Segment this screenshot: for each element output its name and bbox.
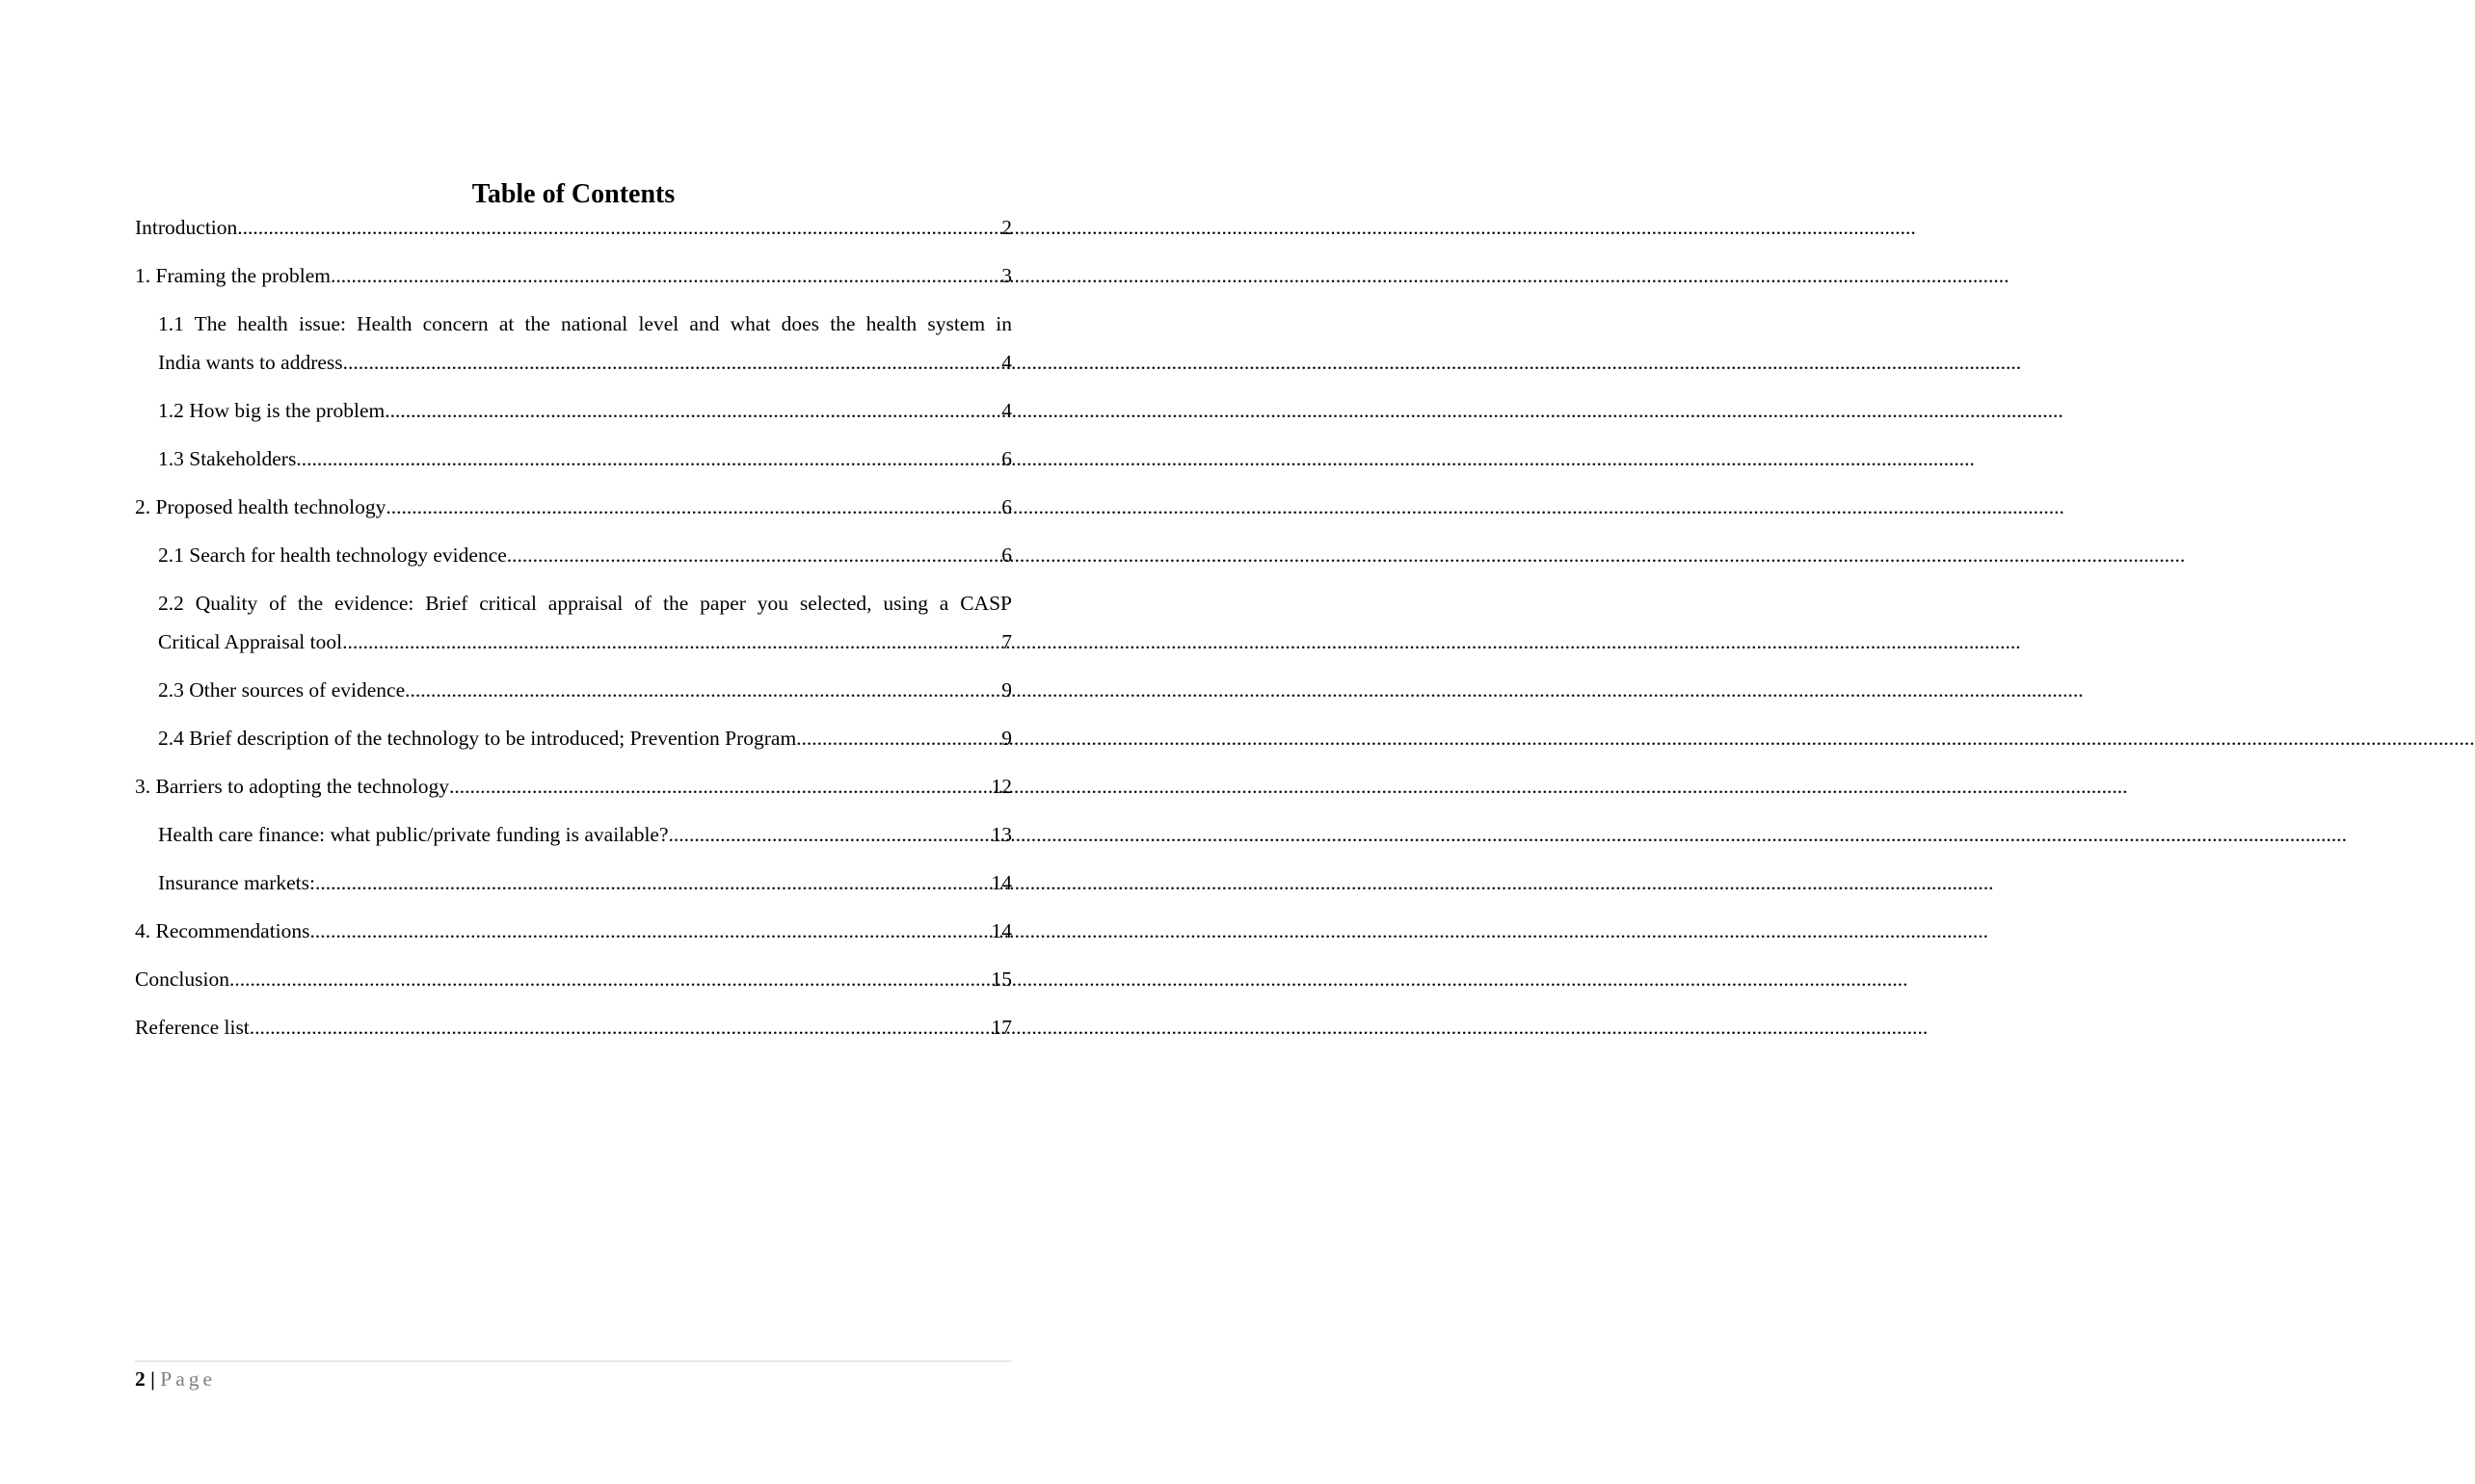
toc-entry-label: Reference list [135, 1016, 250, 1039]
toc-entry[interactable] [135, 256, 1012, 295]
toc-entry-label: 1. Framing the problem [135, 264, 332, 287]
toc-leader-dots [296, 439, 1001, 478]
toc-entry-page: 9 [1001, 727, 1012, 750]
toc-entry-page: 15 [991, 967, 1012, 991]
footer-page-number: 2 [135, 1367, 146, 1391]
toc-entry[interactable] [135, 767, 1012, 806]
toc-leader-dots [343, 343, 1002, 382]
toc-entry-label: Health care finance: what public/private funding is available? [158, 823, 669, 846]
toc-entry-page: 14 [991, 871, 1012, 894]
toc-entry-label: 4. Recommendations [135, 919, 310, 942]
toc-entry-label: 2. Proposed health technology [135, 495, 386, 518]
toc-entry[interactable] [158, 439, 1012, 478]
toc-entry-page: 6 [1001, 495, 1012, 518]
toc-entry-label: Critical Appraisal tool [158, 630, 343, 653]
toc-leader-dots [449, 767, 991, 806]
footer-divider [135, 1361, 1012, 1362]
toc-entry-page: 4 [1001, 351, 1012, 374]
toc-leader-dots [796, 719, 1001, 757]
toc-leader-dots [507, 536, 1001, 574]
toc-entry[interactable] [158, 863, 1012, 902]
toc-entry-label: 1.3 Stakeholders [158, 447, 297, 470]
toc-entry-label: 2.3 Other sources of evidence [158, 678, 406, 702]
toc-leader-dots [669, 815, 992, 854]
toc-entry-page: 4 [1001, 399, 1012, 422]
toc-entry[interactable] [158, 536, 1012, 574]
toc-entry-page: 6 [1001, 447, 1012, 470]
toc-entry[interactable] [135, 1008, 1012, 1047]
toc-entry[interactable] [158, 305, 1012, 382]
toc-leader-dots [405, 671, 1001, 709]
toc-entry-label: India wants to address [158, 351, 343, 374]
toc-leader-dots [315, 863, 992, 902]
toc-entry-page: 7 [1001, 630, 1012, 653]
toc-list [135, 208, 1012, 1056]
toc-entry-label-line1: 2.2 Quality of the evidence: Brief critical appraisal of the paper you selected, using a CASP [158, 592, 1012, 615]
toc-entry[interactable] [158, 815, 1012, 854]
toc-entry[interactable] [158, 719, 1012, 757]
footer-separator: | [150, 1367, 155, 1391]
toc-entry-label-line1: 1.1 The health issue: Health concern at the national level and what does the health system in [158, 312, 1012, 335]
toc-entry-page: 2 [1001, 216, 1012, 239]
toc-entry[interactable] [135, 208, 1012, 247]
toc-entry-label: 3. Barriers to adopting the technology [135, 775, 450, 798]
toc-entry-label: 1.2 How big is the problem [158, 399, 386, 422]
toc-entry-label: Conclusion [135, 967, 229, 991]
toc-entry-page: 13 [991, 823, 1012, 846]
toc-entry-page: 6 [1001, 543, 1012, 567]
toc-leader-dots [342, 623, 1001, 661]
toc-leader-dots [237, 208, 1001, 247]
document-page [0, 0, 1147, 1484]
toc-leader-dots [385, 391, 1001, 430]
toc-entry[interactable] [135, 960, 1012, 998]
toc-entry-page: 14 [991, 919, 1012, 942]
toc-entry-page: 12 [991, 775, 1012, 798]
toc-leader-dots [386, 488, 1001, 526]
toc-entry-page: 3 [1001, 264, 1012, 287]
toc-leader-dots [250, 1008, 992, 1047]
page-footer [135, 1365, 216, 1393]
toc-entry-label: Insurance markets: [158, 871, 315, 894]
toc-entry-label: 2.4 Brief description of the technology to be introduced; Prevention Program [158, 727, 797, 750]
toc-entry-page: 17 [991, 1016, 1012, 1039]
toc-entry[interactable] [158, 391, 1012, 430]
toc-entry[interactable] [158, 671, 1012, 709]
toc-leader-dots [331, 256, 1001, 295]
toc-title: Table of Contents [471, 179, 676, 209]
toc-entry-label: Introduction [135, 216, 238, 239]
toc-leader-dots [229, 960, 992, 998]
toc-leader-dots [310, 912, 992, 950]
toc-entry[interactable] [158, 584, 1012, 661]
toc-entry[interactable] [135, 912, 1012, 950]
toc-entry-label: 2.1 Search for health technology evidence [158, 543, 507, 567]
toc-entry[interactable] [135, 488, 1012, 526]
toc-entry-page: 9 [1001, 678, 1012, 702]
footer-page-word: Page [160, 1367, 217, 1391]
